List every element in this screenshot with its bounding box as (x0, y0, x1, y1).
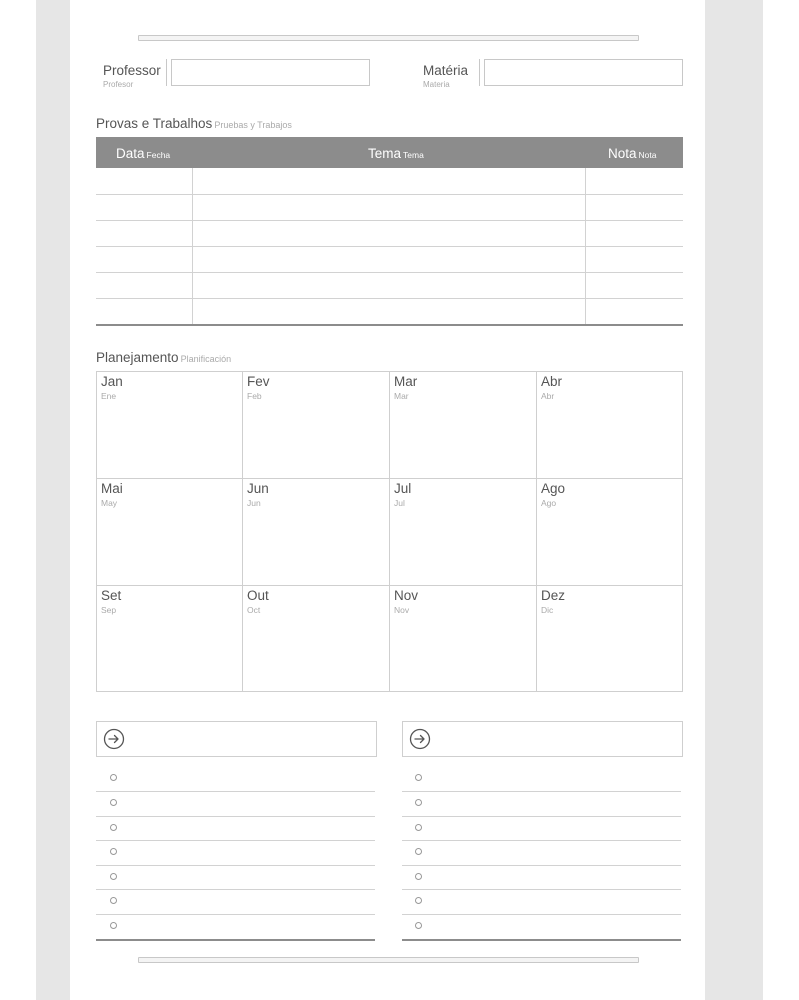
list-item-line (96, 914, 375, 915)
list-item-line (96, 791, 375, 792)
professor-field[interactable] (171, 59, 370, 86)
checkbox-bullet[interactable] (110, 774, 117, 781)
list-item-line (96, 816, 375, 817)
checkbox-bullet[interactable] (415, 799, 422, 806)
month-sub-label: Dic (541, 605, 554, 615)
todo-list-2-title-field[interactable] (402, 721, 683, 757)
month-cell-ago[interactable] (537, 479, 682, 586)
col-topic-header (368, 146, 424, 161)
checkbox-bullet[interactable] (415, 848, 422, 855)
month-cell-jun[interactable] (243, 479, 390, 586)
materia-sub-label: Materia (423, 80, 450, 89)
top-binding-bar (138, 35, 639, 41)
arrow-right-circle-icon (103, 728, 125, 750)
checkbox-bullet[interactable] (110, 799, 117, 806)
month-sub-label: May (101, 498, 118, 508)
month-label: Fev (247, 374, 270, 389)
month-cell-nov[interactable] (390, 586, 537, 691)
month-label: Mar (394, 374, 418, 389)
right-margin-band (705, 0, 763, 1000)
month-sub-label: Nov (394, 605, 410, 615)
col-date-label: Data (116, 146, 145, 161)
col-grade-sub: Nota (638, 150, 657, 160)
checkbox-bullet[interactable] (415, 873, 422, 880)
month-cell-jul[interactable] (390, 479, 537, 586)
checkbox-bullet[interactable] (110, 873, 117, 880)
professor-field-tick (166, 59, 167, 86)
list-bottom-rule (96, 939, 375, 941)
materia-field-tick (479, 59, 480, 86)
table-row[interactable] (96, 220, 683, 221)
col-date-sub: Fecha (146, 150, 171, 160)
list-item-line (402, 791, 681, 792)
col-date-header (116, 146, 170, 161)
month-label: Dez (541, 588, 566, 603)
left-margin-band (36, 0, 70, 1000)
grades-table-header (96, 137, 683, 168)
list-item-line (402, 865, 681, 866)
month-sub-label: Feb (247, 391, 262, 401)
col-grade-label: Nota (608, 146, 637, 161)
month-label: Set (101, 588, 122, 603)
month-label: Jan (101, 374, 123, 389)
checkbox-bullet[interactable] (110, 824, 117, 831)
month-cell-out[interactable] (243, 586, 390, 691)
month-cell-mai[interactable] (97, 479, 243, 586)
month-label: Abr (541, 374, 563, 389)
month-label: Nov (394, 588, 419, 603)
checkbox-bullet[interactable] (110, 848, 117, 855)
planning-title: Planejamento (96, 350, 179, 365)
month-sub-label: Oct (247, 605, 261, 615)
materia-field[interactable] (484, 59, 683, 86)
materia-label: Matéria (423, 63, 469, 78)
planning-section-title (96, 350, 231, 365)
professor-sub-label: Profesor (103, 80, 134, 89)
month-sub-label: Ago (541, 498, 557, 508)
month-cell-dez[interactable] (537, 586, 682, 691)
grades-table-bottom-rule (96, 324, 683, 326)
checkbox-bullet[interactable] (415, 897, 422, 904)
col-grade-header (608, 146, 657, 161)
arrow-right-circle-icon (409, 728, 431, 750)
month-sub-label: Jun (247, 498, 261, 508)
col-topic-sub: Tema (403, 150, 424, 160)
list-bottom-rule (402, 939, 681, 941)
todo-list-1-title-field[interactable] (96, 721, 377, 757)
grades-title: Provas e Trabalhos (96, 116, 213, 131)
month-cell-abr[interactable] (537, 372, 682, 479)
list-item-line (402, 889, 681, 890)
month-label: Ago (541, 481, 566, 496)
col-topic-label: Tema (368, 146, 402, 161)
professor-label: Professor (103, 63, 161, 78)
table-row[interactable] (96, 246, 683, 247)
month-label: Jul (394, 481, 412, 496)
grades-section-title (96, 116, 292, 131)
checkbox-bullet[interactable] (110, 897, 117, 904)
list-item-line (96, 840, 375, 841)
month-cell-set[interactable] (97, 586, 243, 691)
checkbox-bullet[interactable] (415, 774, 422, 781)
list-item-line (402, 840, 681, 841)
grades-title-sub: Pruebas y Trabajos (214, 120, 292, 130)
month-label: Mai (101, 481, 123, 496)
month-label: Jun (247, 481, 269, 496)
bottom-binding-bar (138, 957, 639, 963)
month-sub-label: Abr (541, 391, 555, 401)
month-sub-label: Sep (101, 605, 117, 615)
planning-title-sub: Planificación (180, 354, 232, 364)
checkbox-bullet[interactable] (415, 922, 422, 929)
checkbox-bullet[interactable] (110, 922, 117, 929)
list-item-line (402, 816, 681, 817)
month-cell-jan[interactable] (97, 372, 243, 479)
list-item-line (402, 914, 681, 915)
list-item-line (96, 865, 375, 866)
month-label: Out (247, 588, 269, 603)
table-row[interactable] (96, 298, 683, 299)
month-sub-label: Mar (394, 391, 409, 401)
list-item-line (96, 889, 375, 890)
month-sub-label: Ene (101, 391, 117, 401)
month-cell-fev[interactable] (243, 372, 390, 479)
month-cell-mar[interactable] (390, 372, 537, 479)
table-row[interactable] (96, 194, 683, 195)
month-sub-label: Jul (394, 498, 405, 508)
planning-calendar-grid (96, 371, 683, 692)
table-row[interactable] (96, 272, 683, 273)
checkbox-bullet[interactable] (415, 824, 422, 831)
